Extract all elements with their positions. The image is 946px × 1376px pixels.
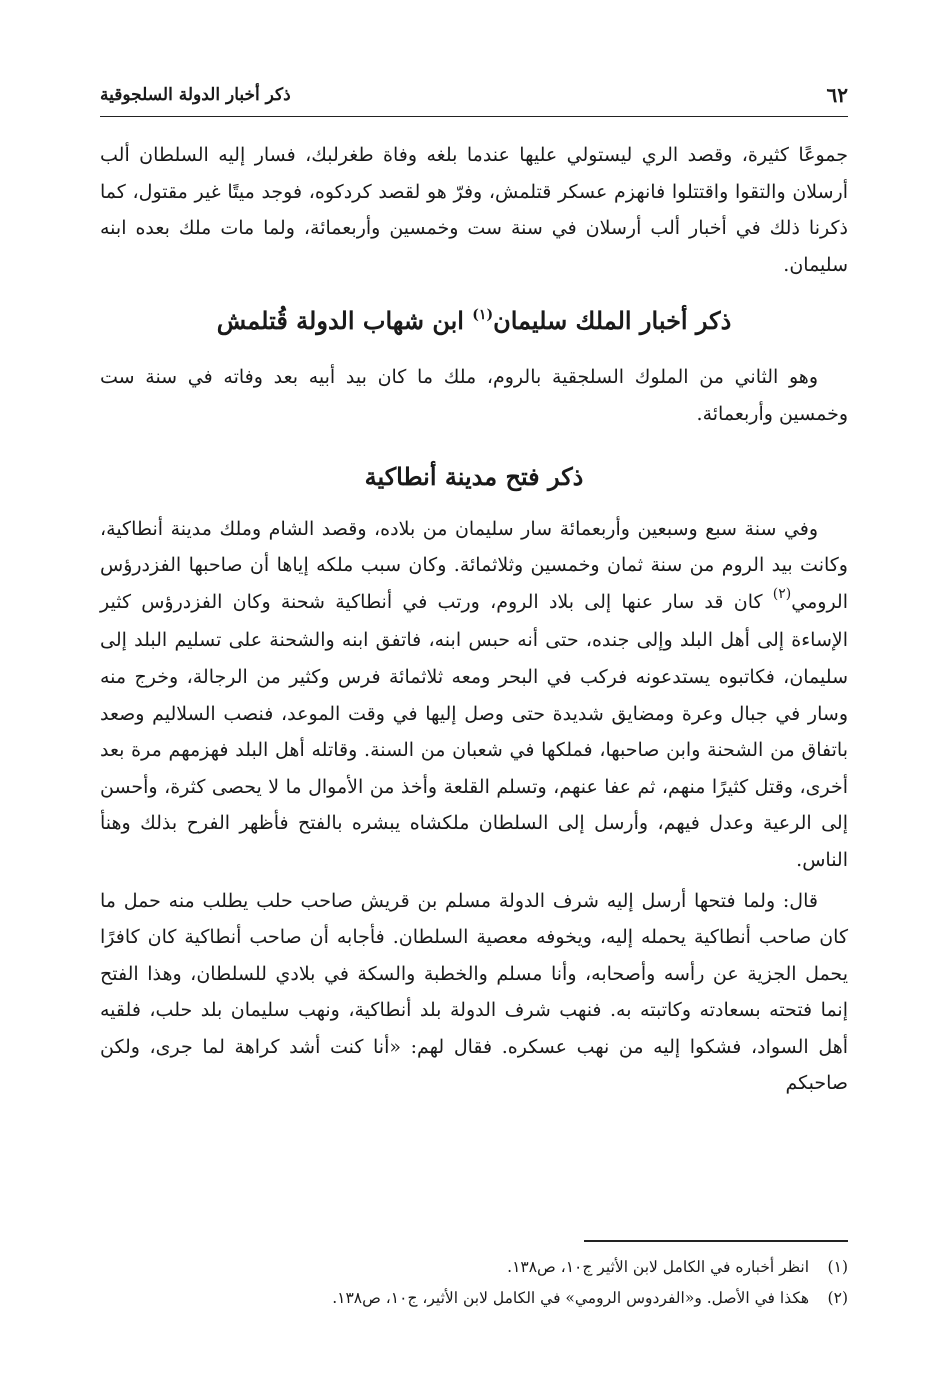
running-title: ذكر أخبار الدولة السلجوقية (100, 85, 291, 105)
footnote-1-text: انظر أخباره في الكامل لابن الأثير ج١٠، ص١٣٨. (507, 1258, 810, 1276)
footnote-1 (100, 1252, 848, 1283)
heading-sulayman-title: ذكر أخبار الملك سليمان (493, 306, 732, 336)
footnote-divider (584, 1240, 848, 1242)
footnotes (100, 1240, 848, 1314)
page-number: ٦٢ (826, 83, 848, 107)
footnote-mark-1: (١) (472, 307, 494, 324)
footnote-2-text: هكذا في الأصل. و«الفردوس الرومي» في الكامل لابن الأثير، ج١٠، ص١٣٨. (332, 1289, 810, 1307)
footnote-mark-2: (٢) (772, 585, 792, 602)
heading-antioch: ذكر فتح مدينة أنطاكية (364, 461, 584, 491)
paragraph-3-text-a: وفي سنة سبع وسبعين وأربعمائة سار سليمان من بلاده، وقصد الشام وملك مدينة أنطاكية، وكانت بيد الروم من سنة ثمان وخمسين وثلاثمائة. وكان سبب ملكه إياها أن صاحبها الفزدرؤس الرومي (100, 517, 848, 613)
heading-sulayman (100, 301, 848, 345)
page-header (100, 74, 848, 117)
footnote-2-mark: (٢) (827, 1289, 848, 1307)
footnote-2 (100, 1283, 848, 1314)
book-page (100, 74, 848, 1102)
paragraph-3-text-b: كان قد سار عنها إلى بلاد الروم، ورتب في أنطاكية شحنة وكان الفزدرؤس كثير الإساءة إلى أهل البلد وإلى جنده، حتى أنه حبس ابنه، فاتفق ابنه والشحنة على تسليم البلد إلى سليمان، فكاتبوه يستدعونه فركب في البحر ومعه ثلاثمائة فرس وكثير من الرجالة، وخرج منه وسار في جبال وعرة ومضايق شديدة حتى وصل إليها في وقت الموعد، فنصب السلاليم وصعد باتفاق من الشحنة وابن صاحبها، فملكها في شعبان من السنة. وقاتله أهل البلد فهزمهم مرة بعد أخرى، وقتل كثيرًا منهم، ثم عفا عنهم، وتسلم القلعة وأخذ من الأموال ما لا يحصى كثرة، وأحسن إلى الرعية وعدل فيهم، وأرسل إلى السلطان ملكشاه يبشره بالفتح فأظهر الفرح بذلك وهنأ الناس. (100, 590, 848, 871)
footnote-1-mark: (١) (827, 1258, 848, 1276)
paragraph-2: وهو الثاني من الملوك السلجقية بالروم، ملك ما كان بيد أبيه بعد وفاته في سنة ست وخمسين وأربعمائة. (100, 366, 848, 425)
paragraph-3 (100, 511, 848, 879)
paragraph-4: قال: ولما فتحها أرسل إليه شرف الدولة مسلم بن قريش صاحب حلب يطلب منه حمل ما كان صاحب أنطاكية يحمله إليه، ويخوفه معصية السلطان. فأجابه أن صاحب أنطاكية كان كافرًا يحمل الجزية عن رأسه وأصحابه، وأنا مسلم والخطبة والسكة في بلادي للسلطان، وهذا الفتح إنما فتحته بسعادته وكاتبته به. فنهب شرف الدولة بلد أنطاكية، ونهب سليمان بلد حلب، فلقيه أهل السواد، فشكوا إليه من نهب عسكره. فقال لهم: «أنا كنت أشد كراهة لما جرى، ولكن صاحبكم (100, 889, 849, 1095)
paragraph-1: جموعًا كثيرة، وقصد الري ليستولي عليها عندما بلغه وفاة طغرلبك، فسار إليه السلطان ألب أرسلان والتقوا واقتتلوا فانهزم عسكر قتلمش، وفرّ هو لقصد كردكوه، فوجد ميتًا غير مقتول، كما ذكرنا ذلك في أخبار ألب أرسلان في سنة ست وخمسين وأربعمائة، ولما مات ملك بعده ابنه سليمان. (100, 144, 848, 276)
heading-sulayman-lineage: ابن شهاب الدولة قُتلمش (216, 306, 473, 336)
